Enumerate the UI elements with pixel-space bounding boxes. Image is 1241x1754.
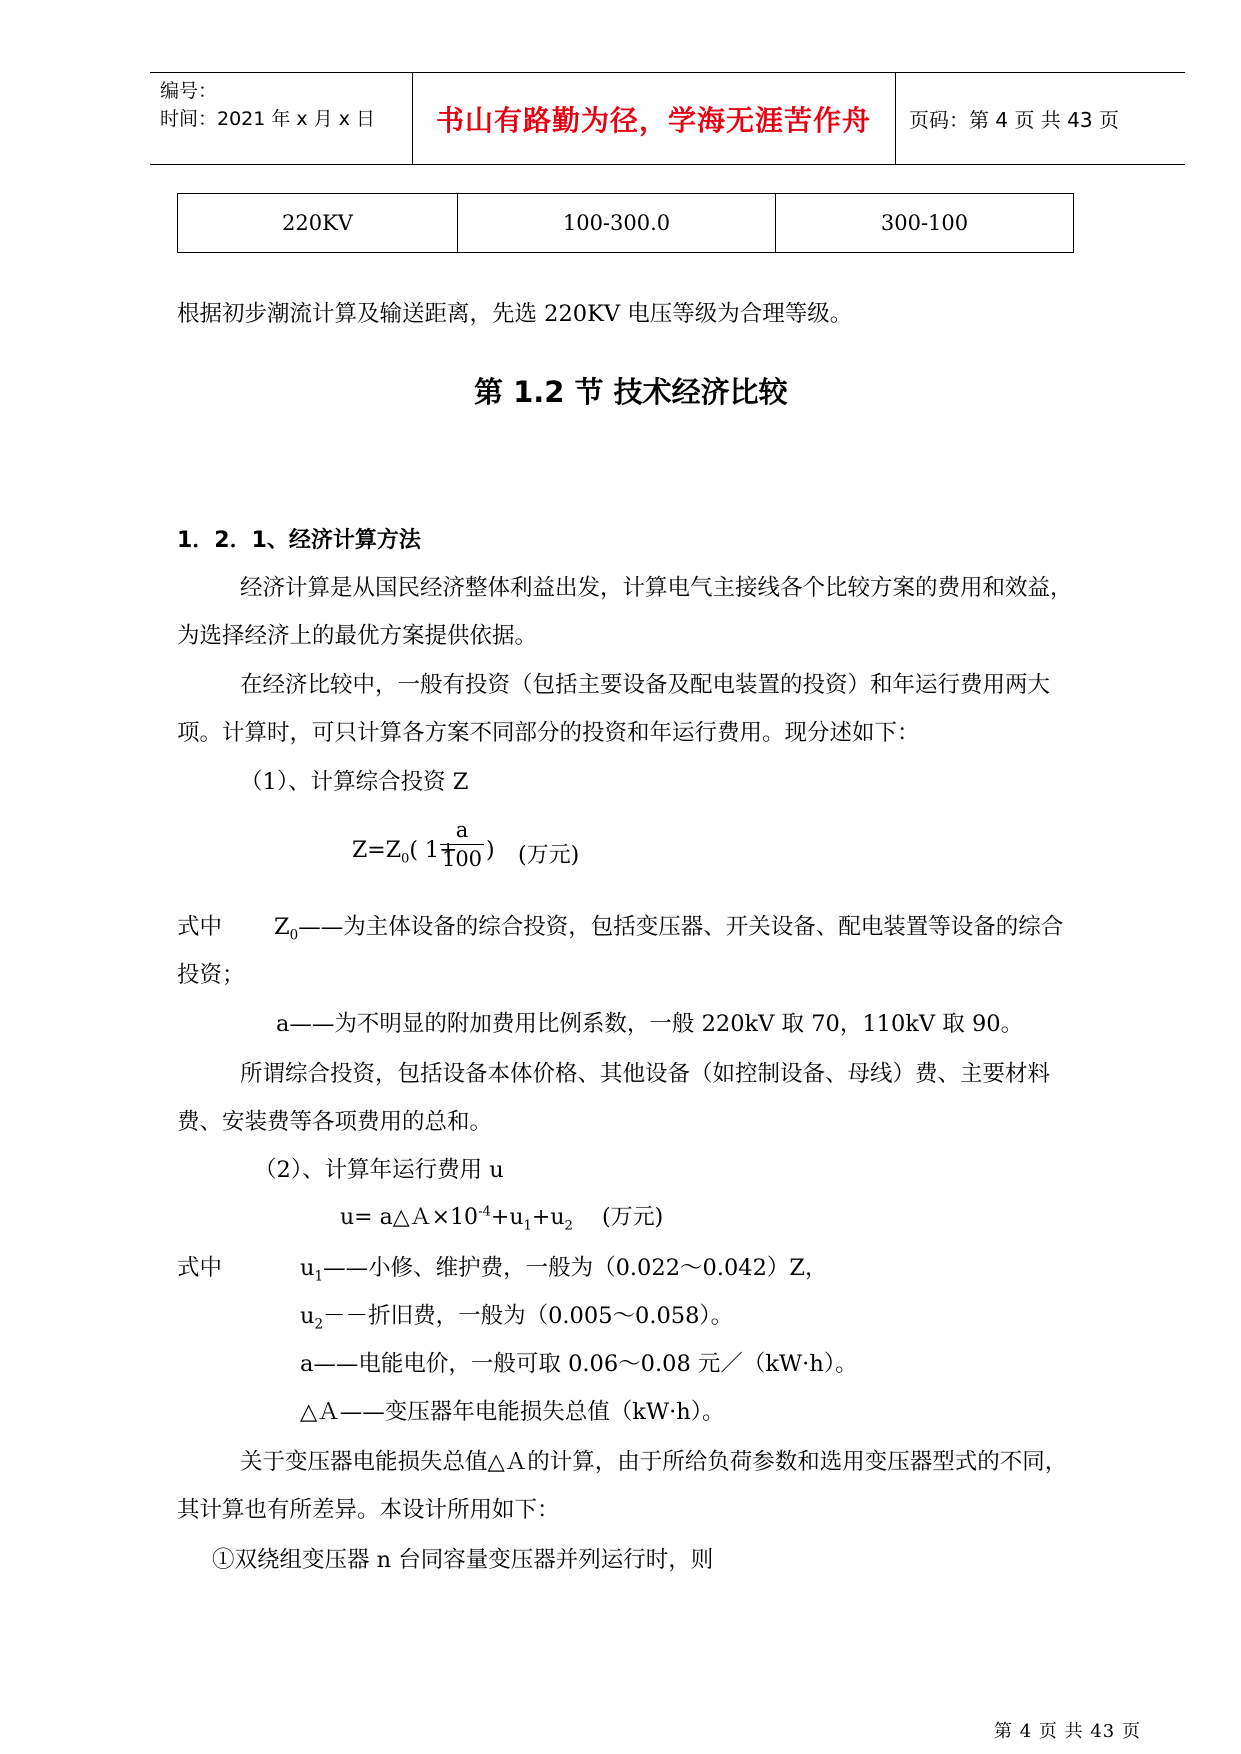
header-number-label: 编号： xyxy=(160,80,218,102)
formula-paren-open: ( 1+ xyxy=(409,838,458,863)
paragraph-4-line-2: 其计算也有所差异。本设计所用如下： xyxy=(177,1497,560,1523)
paragraph-1-line-2: 为选择经济上的最优方案提供依据。 xyxy=(177,623,538,649)
table-cell-distance: 300-100 xyxy=(776,194,1074,253)
z0-sub: 0 xyxy=(289,927,299,944)
formula-fraction xyxy=(440,818,484,871)
z0-description: ——为主体设备的综合投资，包括变压器、开关设备、配电装置等设备的综合 xyxy=(298,914,1064,940)
formula-numerator: a xyxy=(455,818,469,842)
where-1-label: 式中 xyxy=(177,914,223,940)
fraction-bar xyxy=(440,844,484,845)
formula-paren-close: ) xyxy=(486,838,495,863)
intro-line: 根据初步潮流计算及输送距离，先选 220KV 电压等级为合理等级。 xyxy=(177,301,853,327)
formula-lhs-sub: 0 xyxy=(401,851,410,867)
formula-denominator: 100 xyxy=(441,847,483,871)
where-2-a: a——电能电价，一般可取 0.06～0.08 元／（kW·h）。 xyxy=(300,1351,858,1377)
formula2-sup: -4 xyxy=(478,1204,491,1220)
item-2-label: （2）、计算年运行费用 u xyxy=(254,1157,504,1183)
table-cell-voltage: 220KV xyxy=(178,194,458,253)
u2-sub: 2 xyxy=(314,1316,324,1333)
page-footer: 第 4 页 共 43 页 xyxy=(994,1721,1141,1742)
where-2-delta-a: △Ａ——变压器年电能损失总值（kW·h）。 xyxy=(300,1399,725,1425)
paragraph-3-line-2: 费、安装费等各项费用的总和。 xyxy=(177,1109,493,1135)
item-1-label: （1）、计算综合投资 Z xyxy=(240,769,469,795)
formula2-b: +u xyxy=(490,1205,524,1230)
header-bottom-rule xyxy=(150,164,1185,165)
paragraph-3-line-1: 所谓综合投资，包括设备本体价格、其他设备（如控制设备、母线）费、主要材料 xyxy=(240,1061,1051,1087)
where-1-continuation: 投资； xyxy=(177,962,245,988)
paragraph-5: ①双绕组变压器 n 台同容量变压器并列运行时，则 xyxy=(212,1547,714,1573)
paragraph-2-line-1: 在经济比较中，一般有投资（包括主要设备及配电装置的投资）和年运行费用两大 xyxy=(240,672,1051,698)
formula2-sub2: 2 xyxy=(564,1218,573,1234)
formula2-a: u= a△Ａ×10 xyxy=(340,1205,479,1230)
header-page-info: 页码：第 4 页 共 43 页 xyxy=(909,108,1119,132)
paragraph-2-line-2: 项。计算时，可只计算各方案不同部分的投资和年运行费用。现分述如下： xyxy=(177,720,920,746)
header-top-rule xyxy=(150,72,1185,73)
where-2-u2 xyxy=(300,1298,733,1333)
table-row xyxy=(178,194,1074,253)
header-motto: 书山有路勤为径，学海无涯苦作舟 xyxy=(436,104,872,137)
header-divider-right xyxy=(895,73,896,164)
subsection-title: 1．2．1、经济计算方法 xyxy=(177,528,421,553)
where-2-u1 xyxy=(300,1250,828,1285)
u1-symbol: u xyxy=(300,1255,315,1281)
where-2-label: 式中 xyxy=(177,1255,223,1281)
header-time-label: 时间：2021 年 x 月 x 日 xyxy=(160,108,376,130)
u1-sub: 1 xyxy=(314,1268,324,1285)
z0-symbol: Z xyxy=(274,914,290,940)
paragraph-1-line-1: 经济计算是从国民经济整体利益出发，计算电气主接线各个比较方案的费用和效益， xyxy=(240,575,1073,601)
u1-description: ——小修、维护费，一般为（0.022～0.042）Z， xyxy=(323,1255,828,1281)
formula-annual-cost xyxy=(340,1200,573,1233)
where-1-z0 xyxy=(274,909,1063,944)
formula-lhs: Z=Z xyxy=(352,838,402,863)
paragraph-4-line-1: 关于变压器电能损失总值△Ａ的计算，由于所给负荷参数和选用变压器型式的不同， xyxy=(240,1449,1068,1475)
section-title: 第 1.2 节 技术经济比较 xyxy=(474,375,788,409)
header-divider-left xyxy=(412,73,413,164)
u2-symbol: u xyxy=(300,1303,315,1329)
u2-description: －－折旧费，一般为（0.005～0.058）。 xyxy=(323,1303,734,1329)
formula2-c: +u xyxy=(531,1205,565,1230)
voltage-table xyxy=(177,193,1074,253)
formula2-sub1: 1 xyxy=(523,1218,532,1234)
formula-unit: (万元) xyxy=(518,843,580,868)
formula2-unit: (万元) xyxy=(602,1205,664,1230)
table-cell-capacity: 100-300.0 xyxy=(458,194,776,253)
where-1-a: a——为不明显的附加费用比例系数，一般 220kV 取 70，110kV 取 90。 xyxy=(276,1011,1024,1037)
